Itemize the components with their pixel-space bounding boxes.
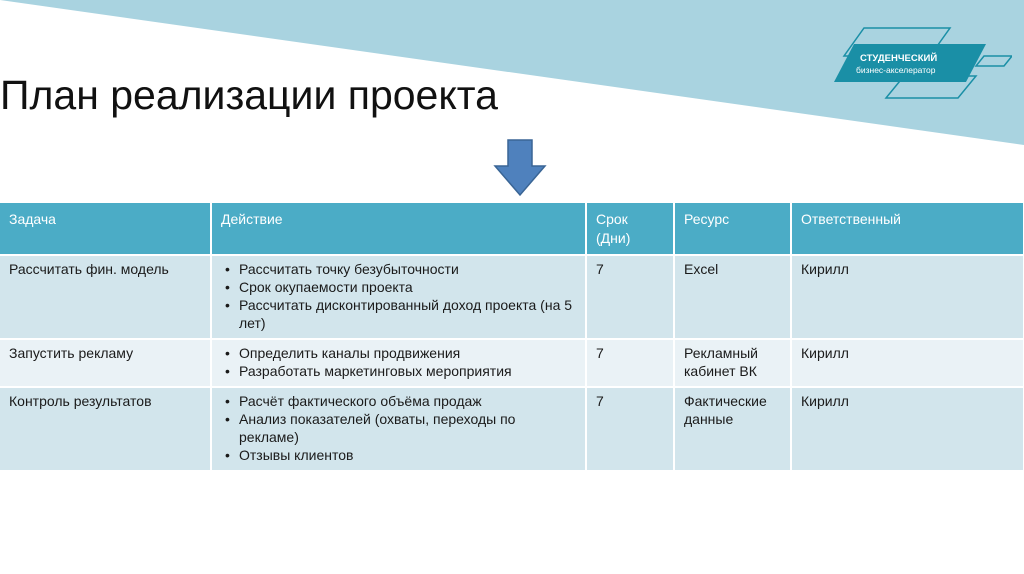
header-responsible: Ответственный xyxy=(791,203,1024,255)
responsible-cell: Кирилл xyxy=(791,255,1024,339)
task-cell: Запустить рекламу xyxy=(0,339,211,387)
resource-cell: Рекламный кабинет ВК xyxy=(674,339,791,387)
action-cell xyxy=(211,387,586,471)
down-arrow-icon xyxy=(493,138,547,198)
action-item: • Отзывы клиентов xyxy=(221,446,575,464)
resource-cell: Фактические данные xyxy=(674,387,791,471)
header-resource: Ресурс xyxy=(674,203,791,255)
action-list xyxy=(221,344,575,380)
term-cell: 7 xyxy=(586,255,674,339)
table-header-row xyxy=(0,203,1024,255)
header-term-label: Срок (Дни) xyxy=(596,211,631,246)
action-cell xyxy=(211,255,586,339)
action-list xyxy=(221,260,575,332)
project-plan-table xyxy=(0,203,1024,472)
responsible-cell: Кирилл xyxy=(791,387,1024,471)
table-row xyxy=(0,387,1024,471)
action-item: • Расчёт фактического объёма продаж xyxy=(221,392,575,410)
term-cell: 7 xyxy=(586,387,674,471)
header-term xyxy=(586,203,674,255)
slide-title: План реализации проекта xyxy=(0,72,498,118)
accelerator-logo xyxy=(826,22,1012,102)
action-item: • Рассчитать точку безубыточности xyxy=(221,260,575,278)
logo-text-line2: бизнес-акселератор xyxy=(856,65,936,75)
term-cell: 7 xyxy=(586,339,674,387)
logo-text-line1: СТУДЕНЧЕСКИЙ xyxy=(860,53,938,64)
action-item: • Срок окупаемости проекта xyxy=(221,278,575,296)
task-cell: Контроль результатов xyxy=(0,387,211,471)
header-action: Действие xyxy=(211,203,586,255)
action-list xyxy=(221,392,575,464)
header-task: Задача xyxy=(0,203,211,255)
action-item: • Разработать маркетинговых мероприятия xyxy=(221,362,575,380)
table-row xyxy=(0,339,1024,387)
resource-cell: Excel xyxy=(674,255,791,339)
action-cell xyxy=(211,339,586,387)
action-item: • Анализ показателей (охваты, переходы по рекламе) xyxy=(221,410,575,446)
action-item: • Определить каналы продвижения xyxy=(221,344,575,362)
table-row xyxy=(0,255,1024,339)
responsible-cell: Кирилл xyxy=(791,339,1024,387)
task-cell: Рассчитать фин. модель xyxy=(0,255,211,339)
action-item: • Рассчитать дисконтированный доход проекта (на 5 лет) xyxy=(221,296,575,332)
